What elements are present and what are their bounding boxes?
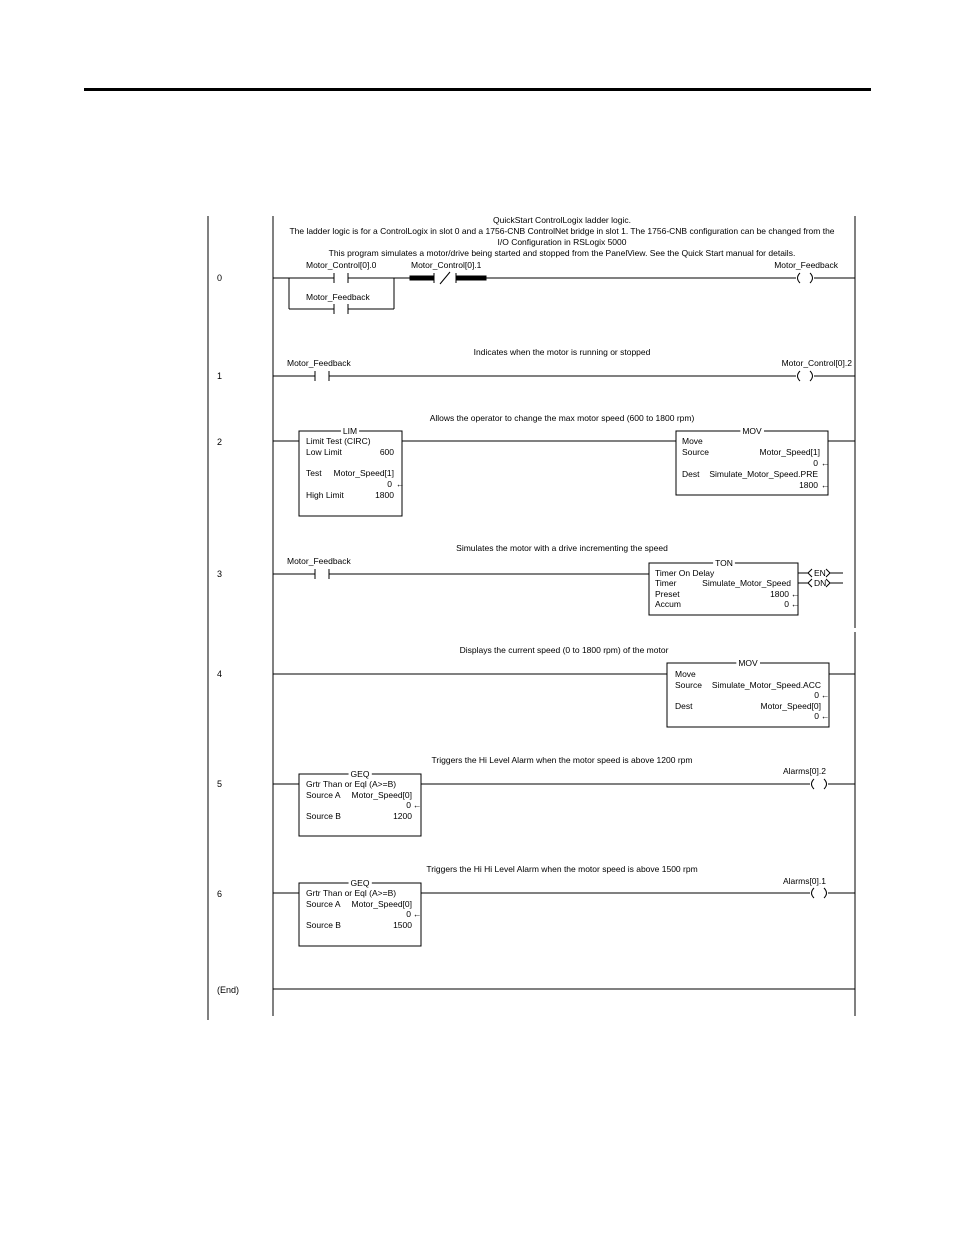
rung-5-geq-a-tag: Motor_Speed[0] [351,790,412,800]
ton-accum-arrow: ← [791,599,800,609]
rung-4-mov-source-arrow: ← [821,690,830,700]
rung-5-coil[interactable] [812,779,827,789]
rung-2-mov-mnemonic: MOV [742,426,762,436]
ton-accum-value: 0 [784,599,789,609]
rung-1-coil[interactable] [798,371,813,381]
rung-0-contact-2-xio[interactable] [410,272,486,284]
rung-0-coil-tag: Motor_Feedback [774,260,838,270]
lim-low-label: Low Limit [306,447,342,457]
rung-4-mov-dest-label: Dest [675,701,693,711]
lim-test-arrow: ← [396,479,405,489]
rung-4-mov-dest-value: 0 [814,711,819,721]
ton-dn-label: DN [814,578,827,588]
rung-5-geq-mnemonic: GEQ [350,769,370,779]
rung-4-mov-title: Move [675,669,696,679]
rung-4-comment: Displays the current speed (0 to 1800 rpm) of the motor [459,645,669,655]
rung-number-1: 1 [217,371,223,381]
rung-2-mov-dest-label: Dest [682,469,700,479]
rung-number-4: 4 [217,669,223,679]
rung-6-geq-title: Grtr Than or Eql (A>=B) [306,888,397,898]
rung-2-mov-title: Move [682,436,703,446]
rung-2-comment: Allows the operator to change the max motor speed (600 to 1800 rpm) [429,413,695,423]
lim-test-value: 0 [387,479,392,489]
rung-1-contact[interactable] [315,371,329,381]
rung-3-contact[interactable] [315,569,329,579]
rung-2-mov-dest-value: 1800 [799,480,818,490]
rung-5-geq-a-value: 0 [406,800,411,810]
ton-mnemonic: TON [715,558,733,568]
rung-3-comment: Simulates the motor with a drive incrementing the speed [456,543,668,553]
ton-accum-label: Accum [655,599,681,609]
rung-1-comment: Indicates when the motor is running or stopped [473,347,651,357]
rung-number-3: 3 [217,569,223,579]
lim-mnemonic: LIM [342,426,358,436]
lim-test-tag: Motor_Speed[1] [333,468,394,478]
header-comment-line-4: This program simulates a motor/drive being started and stopped from the PanelView. See the Quick Start manual for details. [328,248,796,258]
rung-4-mov-dest-arrow: ← [821,711,830,721]
rung-2-mov-dest-arrow: ← [821,480,830,490]
rung-2-mov-source-label: Source [682,447,709,457]
rung-0-coil[interactable] [798,273,813,283]
rung-4-mov-dest-tag: Motor_Speed[0] [760,701,821,711]
ton-preset-value: 1800 [770,589,789,599]
rung-2-mov-source-tag: Motor_Speed[1] [759,447,820,457]
rung-number-5: 5 [217,779,223,789]
ton-timer-tag: Simulate_Motor_Speed [702,578,791,588]
rung-6-coil-tag: Alarms[0].1 [783,876,826,886]
rung-5-geq-b-value: 1200 [393,811,412,821]
rung-4-mov-source-tag: Simulate_Motor_Speed.ACC [711,680,821,690]
lim-title: Limit Test (CIRC) [306,436,371,446]
lim-high-label: High Limit [306,490,344,500]
rung-number-0: 0 [217,273,223,283]
rung-0-contact-1-tag: Motor_Control[0].0 [306,260,377,270]
rung-4-mov-source-label: Source [675,680,702,690]
rung-6-geq-b-label: Source B [306,920,341,930]
header-comment-line-1: QuickStart ControlLogix ladder logic. [493,215,631,225]
rung-4-mov-source-value: 0 [814,690,819,700]
rung-1-coil-tag: Motor_Control[0].2 [781,358,852,368]
rung-number-6: 6 [217,889,223,899]
rung-6-geq-a-label: Source A [306,899,341,909]
rung-number-2: 2 [217,437,223,447]
rung-6-geq-a-arrow: ← [413,909,422,919]
rung-3-contact-tag: Motor_Feedback [287,556,351,566]
lim-high-value: 1800 [375,490,394,500]
rung-5-geq-a-arrow: ← [413,800,422,810]
rung-2-mov-source-value: 0 [813,458,818,468]
rung-6-coil[interactable] [812,888,827,898]
rung-5-geq-a-label: Source A [306,790,341,800]
ton-en-label: EN [814,568,826,578]
lim-test-label: Test [306,468,322,478]
header-comment-line-2: The ladder logic is for a ControlLogix in slot 0 and a 1756-CNB ControlNet bridge in slot 1. The 1756-CNB configuration can be changed from the [289,226,835,236]
ton-title: Timer On Delay [655,568,715,578]
rung-5-comment: Triggers the Hi Level Alarm when the motor speed is above 1200 rpm [431,755,693,765]
rung-5-geq-b-label: Source B [306,811,341,821]
rung-6-geq-b-value: 1500 [393,920,412,930]
rung-6-geq-a-tag: Motor_Speed[0] [351,899,412,909]
rung-number-end: (End) [217,985,240,995]
rung-4-mov-mnemonic: MOV [738,658,758,668]
rung-0-branch-contact[interactable] [334,304,348,314]
rung-5-geq-title: Grtr Than or Eql (A>=B) [306,779,397,789]
rung-0-contact-1[interactable] [334,273,348,283]
ton-preset-label: Preset [655,589,680,599]
rung-6-geq-mnemonic: GEQ [350,878,370,888]
rung-2-mov-source-arrow: ← [821,458,830,468]
rung-0-branch-tag: Motor_Feedback [306,292,370,302]
rung-6-comment: Triggers the Hi Hi Level Alarm when the motor speed is above 1500 rpm [426,864,698,874]
rung-1-contact-tag: Motor_Feedback [287,358,351,368]
ton-preset-arrow: ← [791,589,800,599]
rung-2-mov-dest-tag: Simulate_Motor_Speed.PRE [709,469,818,479]
rung-5-coil-tag: Alarms[0].2 [783,766,826,776]
rung-6-geq-a-value: 0 [406,909,411,919]
header-comment-line-3: I/O Configuration in RSLogix 5000 [497,237,627,247]
lim-low-value: 600 [379,447,394,457]
rung-0-contact-2-tag: Motor_Control[0].1 [411,260,482,270]
ton-timer-label: Timer [655,578,677,588]
